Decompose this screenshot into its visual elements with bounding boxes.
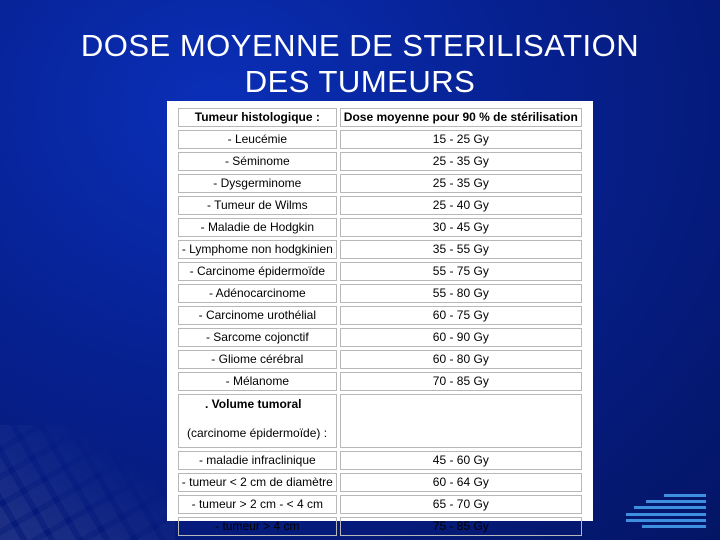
tumor-cell: - tumeur > 4 cm xyxy=(178,517,337,536)
dose-cell: 60 - 90 Gy xyxy=(340,328,582,347)
table-row xyxy=(178,240,582,259)
tumor-cell: - tumeur > 2 cm - < 4 cm xyxy=(178,495,337,514)
tumor-cell: - Gliome cérébral xyxy=(178,350,337,369)
slide-title-line2: DES TUMEURS xyxy=(244,64,476,99)
keyboard-background-graphic xyxy=(0,425,175,540)
dose-cell: 60 - 80 Gy xyxy=(340,350,582,369)
table-row xyxy=(178,372,582,391)
dose-cell: 70 - 85 Gy xyxy=(340,372,582,391)
dose-cell: 60 - 64 Gy xyxy=(340,473,582,492)
table-row xyxy=(178,306,582,325)
table-row xyxy=(178,328,582,347)
dose-cell: 75 - 85 Gy xyxy=(340,517,582,536)
tumor-cell: - maladie infraclinique xyxy=(178,451,337,470)
dose-table-panel xyxy=(167,101,593,533)
dose-table xyxy=(175,105,585,539)
table-row xyxy=(178,350,582,369)
stripes-logo-icon xyxy=(626,494,706,528)
dose-cell: 25 - 40 Gy xyxy=(340,196,582,215)
table-row xyxy=(178,451,582,470)
table-row xyxy=(178,174,582,193)
slide-title xyxy=(0,28,720,100)
section-empty-cell xyxy=(340,394,582,448)
table-header-row xyxy=(178,108,582,127)
tumor-cell: - Tumeur de Wilms xyxy=(178,196,337,215)
table-row xyxy=(178,196,582,215)
tumor-cell: - tumeur < 2 cm de diamètre xyxy=(178,473,337,492)
table-row xyxy=(178,517,582,536)
tumor-cell: - Maladie de Hodgkin xyxy=(178,218,337,237)
table-row xyxy=(178,152,582,171)
tumor-cell: - Adénocarcinome xyxy=(178,284,337,303)
section-row xyxy=(178,394,582,448)
dose-cell: 55 - 80 Gy xyxy=(340,284,582,303)
table-row xyxy=(178,262,582,281)
header-dose: Dose moyenne pour 90 % de stérilisation xyxy=(340,108,582,127)
dose-cell: 55 - 75 Gy xyxy=(340,262,582,281)
dose-cell: 35 - 55 Gy xyxy=(340,240,582,259)
dose-cell: 65 - 70 Gy xyxy=(340,495,582,514)
tumor-cell: - Sarcome cojonctif xyxy=(178,328,337,347)
table-row xyxy=(178,473,582,492)
tumor-cell: - Dysgerminome xyxy=(178,174,337,193)
table-row xyxy=(178,284,582,303)
dose-cell: 25 - 35 Gy xyxy=(340,174,582,193)
tumor-cell: - Lymphome non hodgkinien xyxy=(178,240,337,259)
table-row xyxy=(178,495,582,514)
section-subheading: (carcinome épidermoïde) : xyxy=(187,426,328,440)
dose-cell: 15 - 25 Gy xyxy=(340,130,582,149)
dose-cell: 45 - 60 Gy xyxy=(340,451,582,470)
table-row xyxy=(178,130,582,149)
dose-cell: 25 - 35 Gy xyxy=(340,152,582,171)
dose-cell: 30 - 45 Gy xyxy=(340,218,582,237)
tumor-cell: - Leucémie xyxy=(178,130,337,149)
section-heading: . Volume tumoral xyxy=(205,397,302,411)
tumor-cell: - Séminome xyxy=(178,152,337,171)
dose-cell: 60 - 75 Gy xyxy=(340,306,582,325)
tumor-cell: - Carcinome épidermoïde xyxy=(178,262,337,281)
section-cell xyxy=(178,394,337,448)
table-row xyxy=(178,218,582,237)
slide-title-line1: DOSE MOYENNE DE STERILISATION xyxy=(80,28,640,63)
header-tumor: Tumeur histologique : xyxy=(178,108,337,127)
tumor-cell: - Carcinome urothélial xyxy=(178,306,337,325)
tumor-cell: - Mélanome xyxy=(178,372,337,391)
